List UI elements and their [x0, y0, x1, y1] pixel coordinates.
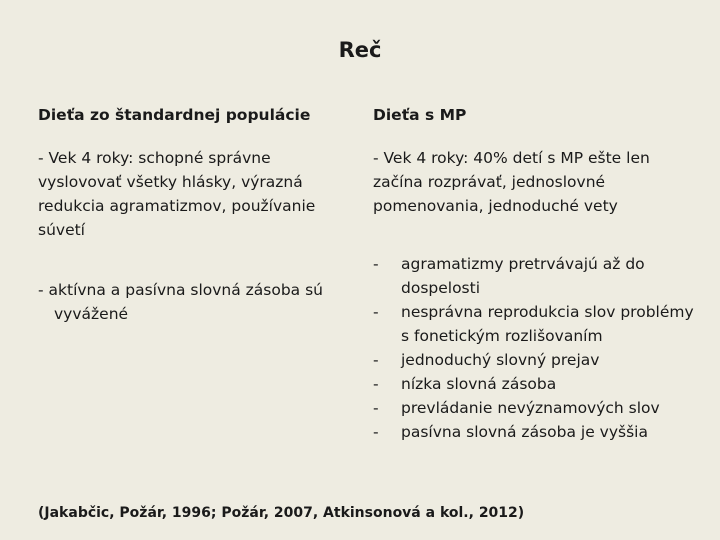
right-bullet-list [373, 252, 703, 444]
bullet-marker: - [373, 255, 379, 273]
bullet-marker: - [373, 303, 379, 321]
bullet-marker: - [373, 375, 379, 393]
left-paragraph-2: - aktívna a pasívna slovná zásoba sú vyvážené [38, 281, 324, 323]
left-column [38, 106, 358, 326]
list-item [373, 300, 703, 348]
bullet-marker: - [373, 399, 379, 417]
right-column [373, 106, 703, 444]
list-item-text: nesprávna reprodukcia slov problémy s fonetickým rozlišovaním [401, 303, 694, 345]
list-item-text: pasívna slovná zásoba je vyššia [401, 423, 648, 441]
list-item-text: prevládanie nevýznamových slov [401, 399, 660, 417]
bullet-marker: - [373, 351, 379, 369]
right-paragraph-1: - Vek 4 roky: 40% detí s MP ešte len začína rozprávať, jednoslovné pomenovania, jednoduché vety [373, 149, 650, 215]
left-heading: Dieťa zo štandardnej populácie [38, 106, 311, 124]
right-heading: Dieťa s MP [373, 106, 467, 124]
citation: (Jakabčic, Požár, 1996; Požár, 2007, Atkinsonová a kol., 2012) [38, 505, 525, 521]
list-item-text: jednoduchý slovný prejav [401, 351, 600, 369]
bullet-marker: - [373, 423, 379, 441]
list-item [373, 372, 703, 396]
list-item-text: nízka slovná zásoba [401, 375, 557, 393]
list-item [373, 252, 703, 300]
list-item-text: agramatizmy pretrvávajú až do dospelosti [401, 255, 645, 297]
slide-title: Reč [338, 38, 382, 62]
list-item [373, 396, 703, 420]
list-item [373, 420, 703, 444]
left-paragraph-1: - Vek 4 roky: schopné správne vyslovovať všetky hlásky, výrazná redukcia agramatizmov, používanie súvetí [38, 149, 316, 239]
list-item [373, 348, 703, 372]
